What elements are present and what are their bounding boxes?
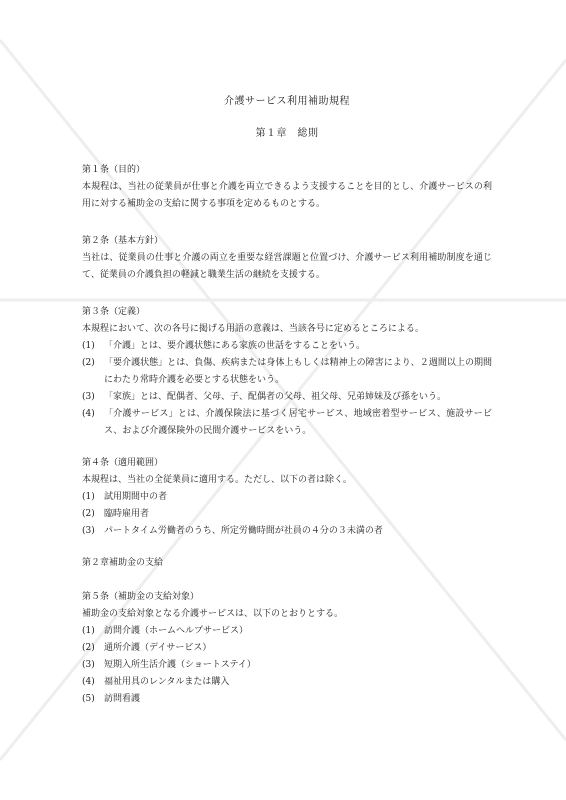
article-4 <box>82 455 492 540</box>
list-item-text: 訪問看護 <box>104 694 141 704</box>
chapter-1-title: 第１章 総則 <box>255 128 319 139</box>
list-item-text: 福祉用具のレンタルまたは購入 <box>104 677 230 687</box>
list-item-number: (2) <box>82 643 95 653</box>
article-1-heading: 第１条（目的） <box>82 165 146 175</box>
article-4-heading: 第４条（適用範囲） <box>82 458 164 468</box>
list-item-text: 「介護」とは、要介護状態にある家族の世話をすることをいう。 <box>104 341 366 351</box>
article-3-text: 本規程において、次の各号に掲げる用語の意義は、当該各号に定めるところによる。 <box>82 324 424 334</box>
list-item <box>82 338 492 355</box>
document-title: 介護サービス利用補助規程 <box>224 96 350 107</box>
list-item-number: (1) <box>82 492 95 502</box>
list-item-number: (3) <box>82 392 95 402</box>
list-item <box>82 640 492 657</box>
list-item-number: (4) <box>82 409 95 419</box>
list-item-number: (1) <box>82 341 95 351</box>
list-item-text: 「介護サービス」とは、介護保険法に基づく居宅サービス、地域密着型サービス、施設サービス、および介護保険外の民間介護サービスをいう。 <box>104 409 492 436</box>
list-item-text: 「家族」とは、配偶者、父母、子、配偶者の父母、祖父母、兄弟姉妹及び孫をいう。 <box>104 392 447 402</box>
list-item-text: 訪問介護（ホームヘルプサービス） <box>104 626 249 636</box>
list-item <box>82 506 492 523</box>
article-5 <box>82 589 492 708</box>
article-5-text: 補助金の支給対象となる介護サービスは、以下のとおりとする。 <box>82 609 344 619</box>
article-1-text: 本規程は、当社の従業員が仕事と介護を両立できるよう支援することを目的とし、介護サービスの利用に対する補助金の支給に関する事項を定めるものとする。 <box>82 182 492 209</box>
list-item <box>82 674 492 691</box>
list-item-number: (3) <box>82 660 95 670</box>
list-item-text: 短期入所生活介護（ショートステイ） <box>104 660 256 670</box>
article-4-text: 本規程は、当社の全従業員に適用する。ただし、以下の者は除く。 <box>82 475 352 485</box>
list-item-number: (2) <box>82 509 95 519</box>
list-item-text: 臨時雇用者 <box>104 509 150 519</box>
article-2-text: 当社は、従業員の仕事と介護の両立を重要な経営課題と位置づけ、介護サービス利用補助制度を通じて、従業員の介護負担の軽減と職業生活の継続を支援する。 <box>82 253 492 280</box>
list-item-text: 通所介護（デイサービス） <box>104 643 212 653</box>
list-item <box>82 657 492 674</box>
article-5-heading: 第５条（補助金の支給対象） <box>82 592 200 602</box>
article-1 <box>82 162 492 213</box>
article-2 <box>82 233 492 284</box>
list-item-number: (2) <box>82 358 95 368</box>
list-item <box>82 691 492 708</box>
list-item <box>82 489 492 506</box>
list-item <box>82 523 492 540</box>
list-item-number: (3) <box>82 526 95 536</box>
list-item-text: 「要介護状態」とは、負傷、疾病または身体上もしくは精神上の障害により、２週間以上の期間にわたり常時介護を必要とする状態をいう。 <box>104 358 492 385</box>
list-item-text: 試用期間中の者 <box>104 492 168 502</box>
article-3 <box>82 304 492 440</box>
list-item-number: (4) <box>82 677 95 687</box>
list-item-number: (5) <box>82 694 95 704</box>
chapter-2-title: 第２章補助金の支給 <box>82 558 164 568</box>
list-item-text: パートタイム労働者のうち、所定労働時間が社員の４分の３未満の者 <box>104 526 383 536</box>
article-3-heading: 第３条（定義） <box>82 307 146 317</box>
list-item <box>82 623 492 640</box>
list-item-number: (1) <box>82 626 95 636</box>
list-item <box>82 389 492 406</box>
list-item <box>82 355 492 389</box>
article-2-heading: 第２条（基本方針） <box>82 236 164 246</box>
list-item <box>82 406 492 440</box>
